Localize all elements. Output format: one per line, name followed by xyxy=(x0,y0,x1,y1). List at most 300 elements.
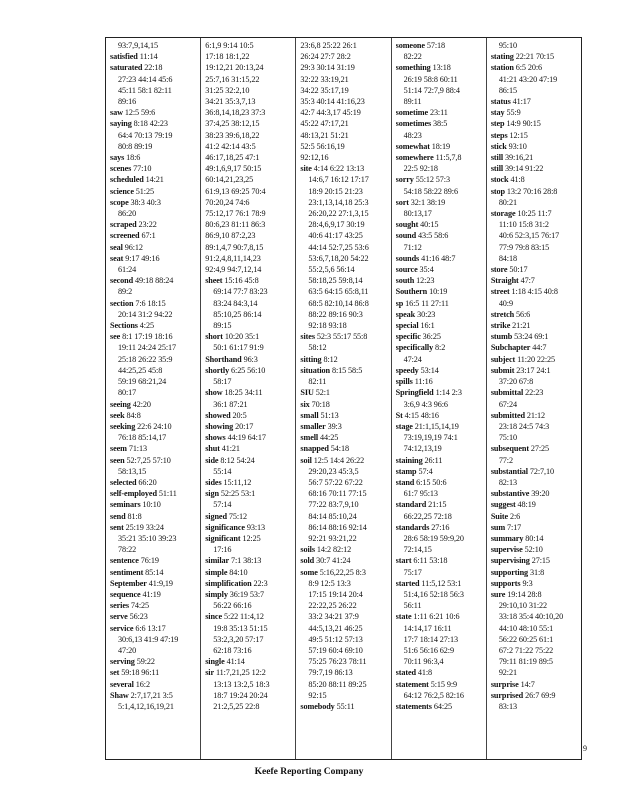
index-entry-continuation xyxy=(110,634,200,645)
index-references: 23:22 xyxy=(136,220,157,230)
index-word: status xyxy=(490,97,511,107)
index-entry-continuation xyxy=(300,286,390,297)
index-references: 12:23 xyxy=(414,276,435,286)
index-entry-continuation xyxy=(396,533,486,544)
index-entry-continuation xyxy=(396,544,486,555)
index-word: signed xyxy=(205,511,227,521)
index-references: 93:7,9,14,15 xyxy=(118,41,158,50)
index-references: 4:14 6:22 13:13 xyxy=(311,164,365,174)
index-references: 92:12,16 xyxy=(300,153,329,163)
index-references: 36:19 53:7 xyxy=(227,589,265,599)
index-references: 6:25 56:10 xyxy=(229,365,266,375)
index-entry xyxy=(300,443,390,454)
index-word: shut xyxy=(205,444,220,454)
index-references: 56:11 xyxy=(403,601,422,611)
index-entry-continuation xyxy=(110,466,200,477)
index-entry-continuation xyxy=(110,85,200,96)
index-references: 40:15 xyxy=(418,220,439,230)
index-references: 59:22 xyxy=(134,657,155,667)
index-word: serve xyxy=(110,612,128,622)
index-references: 66:22,25 72:18 xyxy=(403,511,452,521)
index-entry-continuation xyxy=(300,623,390,634)
index-word: seminars xyxy=(110,500,141,510)
index-word: source xyxy=(395,265,418,275)
index-entry xyxy=(110,197,200,208)
index-references: 56:22 66:16 xyxy=(213,601,252,611)
index-entry-continuation xyxy=(300,174,390,185)
index-references: 70:20,24 74:6 xyxy=(205,197,250,207)
index-references: 76:18 85:14,17 xyxy=(118,433,167,443)
index-entry xyxy=(396,286,486,297)
index-entry-continuation xyxy=(396,656,486,667)
index-entry-continuation xyxy=(205,399,295,410)
index-references: 41:17 xyxy=(510,97,531,107)
index-entry-continuation xyxy=(491,701,581,712)
index-references: 19:8 35:13 51:15 xyxy=(213,623,268,633)
index-entry-continuation xyxy=(300,152,390,163)
index-references: 53:6,7,18,20 54:22 xyxy=(308,253,369,263)
index-references: 56:7 57:22 67:22 xyxy=(308,477,363,487)
index-references: 86:20 xyxy=(118,209,137,219)
index-word: statement xyxy=(395,679,429,689)
index-references: 7:17 xyxy=(505,522,522,532)
index-word: substantial xyxy=(490,466,528,476)
index-references: 79:11 81:19 89:5 xyxy=(498,657,553,667)
index-entry xyxy=(491,365,581,376)
index-entry xyxy=(491,354,581,365)
index-word: steps xyxy=(490,130,508,140)
index-references: 14:9 90:15 xyxy=(504,119,541,129)
index-entry-continuation xyxy=(491,432,581,443)
index-entry xyxy=(110,410,200,421)
index-entry-continuation xyxy=(110,544,200,555)
index-references: 58:13,15 xyxy=(118,466,147,476)
index-entry xyxy=(396,219,486,230)
index-references: 47:7 xyxy=(518,276,535,286)
index-word: stretch xyxy=(490,309,515,319)
index-entry-continuation xyxy=(110,387,200,398)
index-entry-continuation xyxy=(491,455,581,466)
index-entry-continuation xyxy=(110,365,200,376)
index-references: 5:22 11:4,12 xyxy=(222,612,264,622)
index-references: 34:21 35:3,7,13 xyxy=(205,97,256,107)
index-entry xyxy=(396,679,486,690)
index-entry-continuation xyxy=(396,399,486,410)
index-entry xyxy=(110,455,200,466)
index-word: scenes xyxy=(110,164,132,174)
index-entry xyxy=(205,421,295,432)
index-entry-continuation xyxy=(205,186,295,197)
index-word: send xyxy=(110,511,126,521)
index-entry xyxy=(110,690,200,701)
index-entry-continuation xyxy=(205,309,295,320)
index-references: 83:13 xyxy=(498,701,517,711)
index-references: 55:14 xyxy=(213,466,232,476)
index-entry xyxy=(205,275,295,286)
index-entry xyxy=(110,51,200,62)
index-references: 19:12,21 20:13,24 xyxy=(205,63,264,73)
index-entry-continuation xyxy=(491,399,581,410)
index-references: 44:5,13,21 46:25 xyxy=(308,623,363,633)
index-entry xyxy=(396,298,486,309)
index-entry-continuation xyxy=(396,51,486,62)
index-entry-continuation xyxy=(491,253,581,264)
index-word: series xyxy=(110,601,129,611)
index-references: 31:8 xyxy=(528,567,545,577)
index-references: 96:12 xyxy=(122,242,143,252)
index-word: sound xyxy=(395,231,417,241)
index-entry-continuation xyxy=(300,253,390,264)
index-word: showing xyxy=(205,421,234,431)
index-references: 82:11 xyxy=(308,377,327,387)
index-entry xyxy=(205,533,295,544)
index-references: 50:17 xyxy=(507,265,528,275)
index-references: 27:15 xyxy=(529,556,550,566)
index-entry xyxy=(300,365,390,376)
index-entry-continuation xyxy=(205,62,295,73)
index-references: 41:21 xyxy=(219,444,240,454)
index-references: 13:13 13:2,5 18:3 xyxy=(213,679,270,689)
index-references: 14:14,17 16:11 xyxy=(403,623,452,633)
index-entry xyxy=(110,656,200,667)
index-references: 89:2 xyxy=(118,287,133,297)
index-references: 40:6 52:3,15 76:17 xyxy=(498,231,560,241)
index-references: 38:3 40:3 xyxy=(128,197,161,207)
index-word: see xyxy=(110,332,121,342)
index-references: 58:17 xyxy=(213,377,232,387)
index-references: 35:4 xyxy=(417,265,434,275)
index-entry xyxy=(110,298,200,309)
index-references: 29:3 30:14 31:19 xyxy=(300,63,355,73)
index-references: 34:22 35:17,19 xyxy=(300,85,349,95)
index-entry xyxy=(491,589,581,600)
index-entry xyxy=(110,589,200,600)
index-word: suggest xyxy=(490,500,516,510)
index-word: Southern xyxy=(395,287,428,297)
index-entry-continuation xyxy=(491,611,581,622)
index-references: 15:16 45:8 xyxy=(222,276,259,286)
index-entry-continuation xyxy=(205,253,295,264)
index-entry xyxy=(205,488,295,499)
index-entry xyxy=(491,499,581,510)
index-entry xyxy=(110,320,200,331)
index-word: simply xyxy=(205,589,228,599)
index-references: 92:15 xyxy=(308,690,327,700)
index-entry-continuation xyxy=(205,645,295,656)
index-references: 25:19 33:24 xyxy=(123,522,164,532)
index-word: summary xyxy=(490,533,524,543)
index-word: several xyxy=(110,679,134,689)
index-word: soil xyxy=(300,455,312,465)
index-entry xyxy=(110,118,200,129)
index-references: 51:13 xyxy=(318,410,339,420)
index-entry xyxy=(396,309,486,320)
index-word: significant xyxy=(205,533,241,543)
index-entry-continuation xyxy=(300,578,390,589)
index-entry xyxy=(110,219,200,230)
index-entry-continuation xyxy=(491,421,581,432)
index-entry-continuation xyxy=(205,40,295,51)
index-entry-continuation xyxy=(205,298,295,309)
index-entry-continuation xyxy=(205,96,295,107)
index-entry xyxy=(205,443,295,454)
index-entry-continuation xyxy=(205,152,295,163)
index-entry-continuation xyxy=(396,96,486,107)
index-references: 30:7 41:24 xyxy=(314,556,351,566)
index-references: 2:6 xyxy=(508,511,521,521)
index-entry-continuation xyxy=(205,163,295,174)
index-word: screened xyxy=(110,231,140,241)
index-word: state xyxy=(395,612,412,622)
index-entry-continuation xyxy=(205,74,295,85)
index-entry-continuation xyxy=(300,298,390,309)
index-word: snapped xyxy=(300,444,329,454)
index-entry-continuation xyxy=(205,230,295,241)
index-references: 58:12 xyxy=(308,343,327,353)
index-references: 77:10 xyxy=(131,164,152,174)
index-entry-continuation xyxy=(110,645,200,656)
index-entry-continuation xyxy=(396,645,486,656)
index-references: 8:12 54:24 xyxy=(218,455,255,465)
index-word: supervise xyxy=(490,545,523,555)
index-references: 51:14 72:7,9 88:4 xyxy=(403,85,460,95)
index-references: 22:21 70:15 xyxy=(513,52,554,62)
index-entry-continuation xyxy=(300,74,390,85)
index-references: 84:18 xyxy=(498,253,517,263)
index-references: 74:25 xyxy=(128,601,150,611)
index-entry xyxy=(300,421,390,432)
index-word: sentence xyxy=(110,556,139,566)
index-entry-continuation xyxy=(491,230,581,241)
index-word: street xyxy=(490,287,510,297)
index-word: special xyxy=(395,321,419,331)
index-entry xyxy=(396,264,486,275)
index-entry xyxy=(491,410,581,421)
index-entry xyxy=(491,130,581,141)
index-references: 11:5,12 53:1 xyxy=(419,578,462,588)
index-word: similar xyxy=(205,556,230,566)
index-entry-continuation xyxy=(205,264,295,275)
index-references: 8:2 xyxy=(433,343,446,353)
index-references: 10:25 11:7 xyxy=(515,209,552,219)
index-references: 23:18 24:5 74:3 xyxy=(498,421,550,431)
index-entry xyxy=(396,62,486,73)
index-entry-continuation xyxy=(396,567,486,578)
index-references: 92:21 93:21,22 xyxy=(308,533,357,543)
index-entry xyxy=(110,443,200,454)
index-references: 1:11 6:21 10:6 xyxy=(411,612,460,622)
index-references: 30:6,13 41:9 47:19 xyxy=(118,634,179,644)
index-word: substantive xyxy=(490,489,530,499)
index-references: 72:7,10 xyxy=(527,466,554,476)
index-references: 52:3 55:17 55:8 xyxy=(314,332,368,342)
index-word: station xyxy=(490,63,514,73)
index-references: 7:1 38:13 xyxy=(229,556,262,566)
index-references: 13:18 xyxy=(430,63,451,73)
index-references: 67:1 xyxy=(139,231,156,241)
index-references: 93:10 xyxy=(506,141,527,151)
index-word: submittal xyxy=(490,388,524,398)
index-entry-continuation xyxy=(110,141,200,152)
index-entry-continuation xyxy=(205,376,295,387)
index-word: seal xyxy=(110,242,123,252)
index-references: 41:8 xyxy=(415,668,433,678)
index-references: 81:8 xyxy=(125,511,142,521)
index-entry-continuation xyxy=(110,533,200,544)
index-word: still xyxy=(490,164,504,174)
index-references: 26:19 58:8 60:11 xyxy=(403,74,458,84)
index-entry-continuation xyxy=(205,118,295,129)
index-references: 29:10,10 31:22 xyxy=(498,601,547,611)
index-entry-continuation xyxy=(300,130,390,141)
index-word: subsequent xyxy=(490,444,529,454)
index-entry-continuation xyxy=(300,589,390,600)
index-entry-continuation xyxy=(205,107,295,118)
index-entry xyxy=(396,275,486,286)
index-references: 10:20 35:1 xyxy=(222,332,260,342)
index-references: 51:25 xyxy=(133,186,154,196)
index-entry xyxy=(396,107,486,118)
index-references: 22:5 92:18 xyxy=(403,164,438,174)
index-references: 71:13 xyxy=(126,444,147,454)
index-references: 45:11 58:1 82:11 xyxy=(118,85,172,95)
index-word: sentiment xyxy=(110,567,144,577)
index-references: 55:9 xyxy=(504,108,521,118)
index-references: 47:24 xyxy=(403,354,422,364)
index-word: St xyxy=(395,410,403,420)
index-references: 73:19,19,19 74:1 xyxy=(403,433,458,443)
index-references: 36:25 xyxy=(420,332,441,342)
index-word: scraped xyxy=(110,220,137,230)
index-references: 44:7 xyxy=(530,343,547,353)
index-word: seeing xyxy=(110,399,131,409)
index-entry-continuation xyxy=(110,130,200,141)
index-entry-continuation xyxy=(300,275,390,286)
index-references: 17:16 xyxy=(213,545,232,555)
index-references: 20:17 xyxy=(233,421,254,431)
index-entry-continuation xyxy=(300,477,390,488)
index-word: Subchapter xyxy=(490,343,531,353)
index-entry xyxy=(491,309,581,320)
index-entry-continuation xyxy=(300,62,390,73)
index-entry xyxy=(110,331,200,342)
index-references: 51:4,16 52:18 56:3 xyxy=(403,589,464,599)
index-references: 75:12 xyxy=(226,511,248,521)
index-references: 7:6 18:15 xyxy=(133,298,166,308)
index-references: 57:18 xyxy=(424,41,446,50)
index-word: situation xyxy=(300,365,330,375)
index-entry xyxy=(491,578,581,589)
index-word: south xyxy=(395,276,415,286)
index-entry xyxy=(396,477,486,488)
index-entry xyxy=(205,432,295,443)
index-word: seen xyxy=(110,455,125,465)
index-entry xyxy=(396,410,486,421)
index-word: science xyxy=(110,186,134,196)
index-entry-continuation xyxy=(300,141,390,152)
index-entry-continuation xyxy=(110,286,200,297)
index-entry-continuation xyxy=(491,656,581,667)
index-references: 52:1 xyxy=(313,388,330,398)
index-references: 11:10 15:8 31:2 xyxy=(498,220,549,230)
index-references: 16:2 xyxy=(133,679,150,689)
index-references: 23:11 xyxy=(428,108,448,118)
index-word: show xyxy=(205,388,223,398)
index-references: 49:18 88:24 xyxy=(133,276,174,286)
index-references: 9:3 xyxy=(520,578,533,588)
index-references: 16:1 xyxy=(418,321,435,331)
index-word: stumb xyxy=(490,332,513,342)
index-word: sign xyxy=(205,489,219,499)
index-word: stated xyxy=(395,668,416,678)
index-entry-continuation xyxy=(396,600,486,611)
index-references: 6:11 53:18 xyxy=(411,556,448,566)
index-references: 10:19 xyxy=(427,287,448,297)
index-word: sides xyxy=(205,477,222,487)
index-references: 39:14 91:22 xyxy=(503,164,544,174)
index-word: Suite xyxy=(490,511,509,521)
index-entry xyxy=(491,208,581,219)
index-references: 89:15 xyxy=(213,321,232,331)
index-entry-continuation xyxy=(300,230,390,241)
index-references: 22:22,25 26:22 xyxy=(308,601,357,611)
index-entry-continuation xyxy=(300,242,390,253)
index-references: 41:9,19 xyxy=(146,578,173,588)
index-entry xyxy=(300,455,390,466)
index-references: 51:6 56:16 62:9 xyxy=(403,645,454,655)
index-references: 33:2 34:21 37:9 xyxy=(308,612,359,622)
index-entry xyxy=(110,499,200,510)
index-entry-continuation xyxy=(205,208,295,219)
index-references: 85:14 xyxy=(143,567,164,577)
index-word: short xyxy=(205,332,223,342)
index-word: staining xyxy=(395,455,423,465)
index-entry-continuation xyxy=(491,197,581,208)
index-entry-continuation xyxy=(396,85,486,96)
index-word: sure xyxy=(490,589,506,599)
index-references: 37:20 67:8 xyxy=(498,377,534,387)
index-entry xyxy=(205,611,295,622)
index-references: 75:10 xyxy=(498,433,517,443)
index-column-4 xyxy=(392,38,487,759)
index-entry xyxy=(491,679,581,690)
index-references: 76:19 xyxy=(138,556,159,566)
index-references: 59:18 96:11 xyxy=(119,668,160,678)
index-word: sort xyxy=(395,197,409,207)
index-references: 4:15 48:16 xyxy=(402,410,439,420)
index-entry-continuation xyxy=(300,342,390,353)
index-entry-continuation xyxy=(110,96,200,107)
index-references: 61:7 95:13 xyxy=(403,489,438,499)
index-entry-continuation xyxy=(300,611,390,622)
index-entry xyxy=(396,253,486,264)
index-references: 89:11 xyxy=(403,97,422,107)
index-entry-continuation xyxy=(300,488,390,499)
index-entry-continuation xyxy=(300,600,390,611)
index-entry-continuation xyxy=(110,40,200,51)
index-references: 95:10 xyxy=(498,41,517,50)
index-references: 41:19 xyxy=(140,589,161,599)
index-entry xyxy=(491,96,581,107)
index-references: 5:15 9:9 xyxy=(428,679,458,689)
index-entry xyxy=(300,399,390,410)
index-word: six xyxy=(300,399,310,409)
index-references: 21:12 xyxy=(524,410,546,420)
index-entry-continuation xyxy=(491,40,581,51)
index-entry xyxy=(491,275,581,286)
index-entry-continuation xyxy=(491,645,581,656)
index-word: speak xyxy=(395,309,416,319)
